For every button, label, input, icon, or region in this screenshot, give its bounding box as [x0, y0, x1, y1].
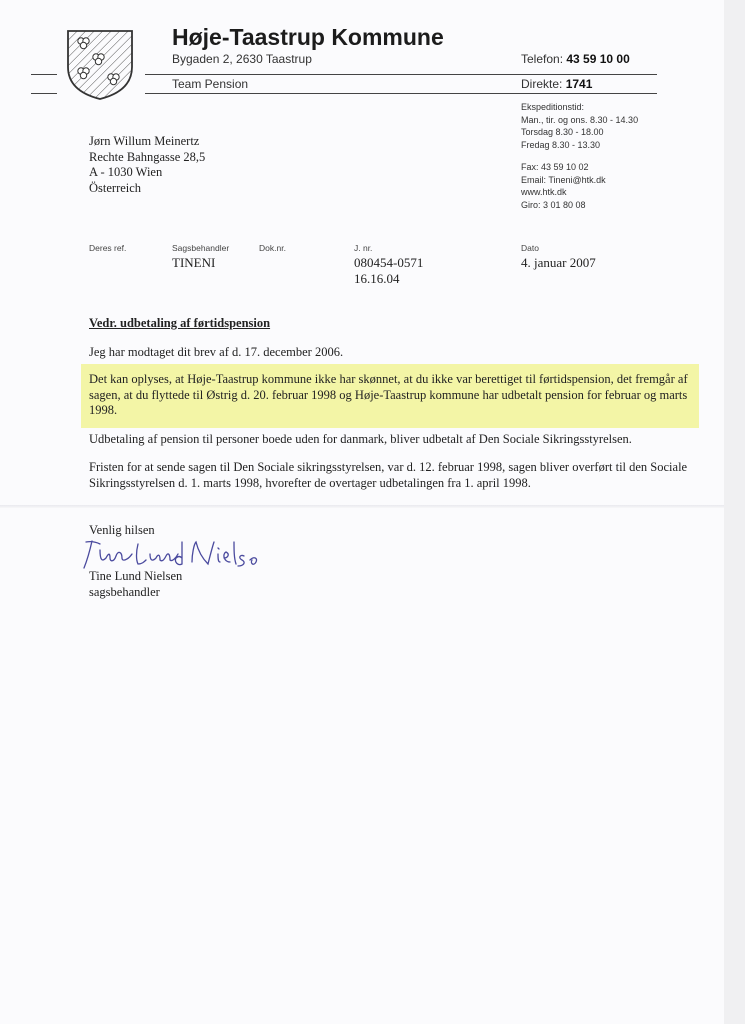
team-name: Team Pension	[172, 77, 249, 91]
contact-info	[521, 161, 606, 211]
paper-fold	[0, 505, 724, 508]
header-rule-top	[145, 74, 657, 75]
organization-address: Bygaden 2, 2630 Taastrup	[172, 52, 312, 66]
sagsbehandler-value: TINENI	[172, 255, 216, 270]
date-value: 4. januar 2007	[521, 255, 596, 270]
phone-number: 43 59 10 00	[566, 52, 630, 66]
deres-ref-label: Deres ref.	[89, 243, 127, 253]
coat-of-arms-logo	[64, 27, 136, 101]
phone-line	[521, 52, 630, 66]
website-line: www.htk.dk	[521, 187, 567, 197]
office-hours-line: Fredag 8.30 - 13.30	[521, 139, 601, 150]
fax-line: Fax: 43 59 10 02	[521, 162, 589, 172]
closing-greeting: Venlig hilsen	[89, 523, 155, 537]
direct-label: Direkte:	[521, 77, 563, 91]
recipient-line: Österreich	[89, 180, 142, 195]
letter-paragraph: Fristen for at sende sagen til Den Sociale sikringsstyrelsen, var d. 12. februar 1998, sagen bliver overført til den Sociale Sikringsstyrelsen d. 1. marts 1998, hvorefter de overtager udbetalingen fra 1. april 1998.	[89, 460, 688, 490]
recipient-line: Rechte Bahngasse 28,5	[89, 149, 206, 164]
jnr-value	[354, 255, 423, 287]
letter-subject: Vedr. udbetaling af førtidspension	[89, 316, 271, 330]
recipient-address	[89, 134, 205, 196]
page-edge	[724, 0, 745, 1024]
signer-name: Tine Lund Nielsen	[89, 569, 183, 583]
signer-block	[89, 569, 182, 600]
office-hours-line: Torsdag 8.30 - 18.00	[521, 127, 604, 137]
letter-paragraph-highlighted: Det kan oplyses, at Høje-Taastrup kommune ikke har skønnet, at du ikke var berettiget til førtidspension, det fremgår af sagen, at du flyttede til Østrig d. 20. februar 1998 og Høje-Taastrup kommune har udbetalt pension for februar og marts 1998.	[89, 372, 688, 417]
direct-line	[521, 77, 592, 91]
sagsbehandler-label: Sagsbehandler	[172, 243, 230, 253]
organization-name: Høje-Taastrup Kommune	[172, 24, 444, 50]
jnr-label: J. nr.	[354, 243, 373, 253]
letter-paragraph: Jeg har modtaget dit brev af d. 17. december 2006.	[89, 345, 344, 359]
phone-label: Telefon:	[521, 52, 564, 66]
header-rule-left-bottom	[31, 93, 57, 94]
recipient-line: A - 1030 Wien	[89, 165, 163, 179]
office-hours-title: Ekspeditionstid:	[521, 102, 585, 112]
header-rule-bottom	[145, 93, 657, 94]
office-hours	[521, 101, 638, 151]
giro-line: Giro: 3 01 80 08	[521, 199, 586, 210]
jnr-line: 080454-0571	[354, 255, 424, 270]
header-rule-left-top	[31, 74, 57, 75]
dato-label: Dato	[521, 243, 539, 253]
office-hours-line: Man., tir. og ons. 8.30 - 14.30	[521, 114, 639, 125]
direct-number: 1741	[565, 77, 593, 91]
doknr-label: Dok.nr.	[259, 243, 286, 253]
email-line: Email: Tineni@htk.dk	[521, 174, 606, 185]
letter-paragraph: Udbetaling af pension til personer boede uden for danmark, bliver udbetalt af Den Sociale Sikringsstyrelsen.	[89, 432, 632, 446]
signer-title: sagsbehandler	[89, 584, 160, 599]
recipient-line: Jørn Willum Meinertz	[89, 134, 200, 148]
jnr-line: 16.16.04	[354, 271, 400, 286]
